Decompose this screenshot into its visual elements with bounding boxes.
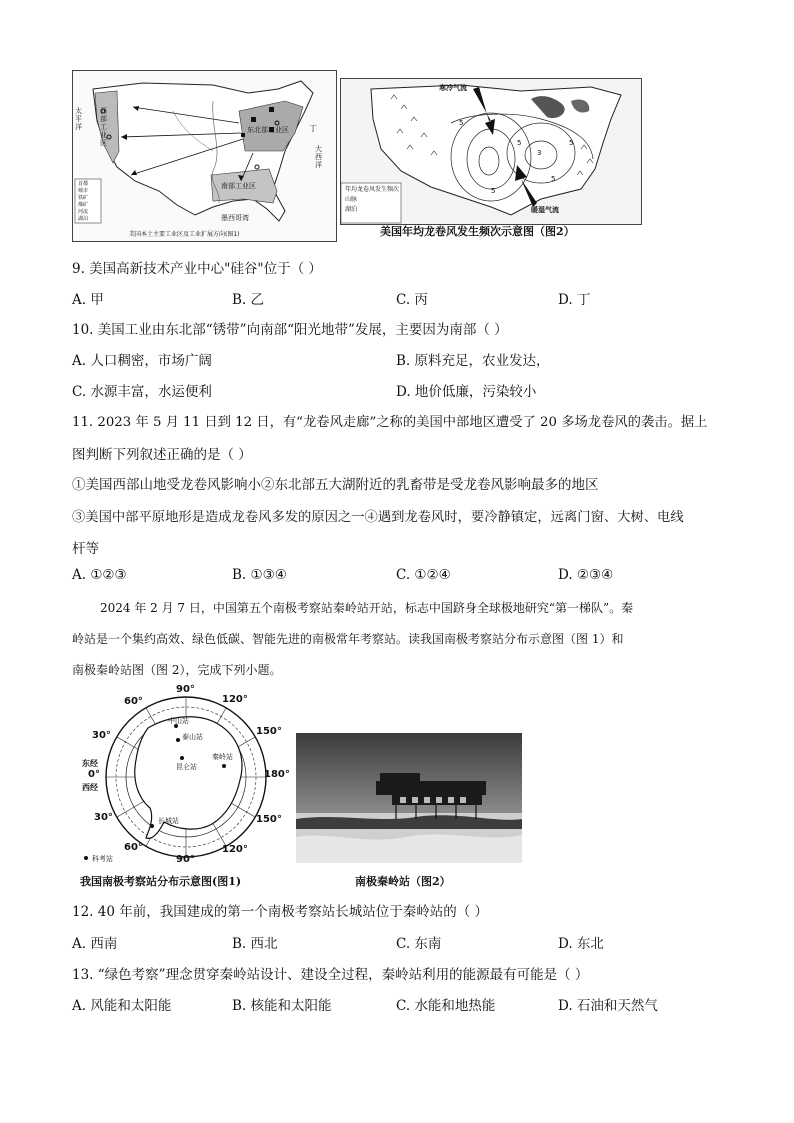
contour-label: 5 bbox=[459, 119, 464, 127]
q9-option-a[interactable]: A. 甲 bbox=[72, 292, 104, 308]
lon-label: 150° bbox=[256, 726, 282, 737]
legend-tornado-freq: 年均龙卷风发生频次 bbox=[345, 186, 400, 193]
warm-air-label: 暖湿气流 bbox=[531, 206, 559, 214]
q11-option-a[interactable]: A. ①②③ bbox=[72, 567, 127, 583]
lon-label: 180° bbox=[264, 769, 290, 780]
q11-stem-line2: 图判断下列叙述正确的是（ ） bbox=[72, 447, 252, 463]
q13-option-d[interactable]: D. 石油和天然气 bbox=[558, 998, 658, 1014]
q9-option-c[interactable]: C. 丙 bbox=[396, 292, 428, 308]
lon-label: 30° bbox=[94, 812, 113, 823]
usa-map-caption: 美国本土主要工业区及工业扩展方向(图1) bbox=[129, 231, 240, 238]
passage-line1: 2024 年 2 月 7 日，中国第五个南极考察站秦岭站开站，标志中国跻身全球极地研究“第一梯队”。秦 bbox=[100, 601, 634, 615]
lon-label: 60° bbox=[124, 842, 143, 853]
q10-option-a[interactable]: A. 人口稠密，市场广阔 bbox=[72, 353, 212, 369]
q11-statement-3-4-cont: 杆等 bbox=[72, 541, 99, 557]
lon-label: 90° bbox=[176, 684, 195, 695]
lon-label: 东经 bbox=[82, 759, 98, 768]
q9-stem: 9. 美国高新技术产业中心"硅谷"位于（ ） bbox=[72, 261, 322, 277]
legend-mountain: 山脉 bbox=[345, 196, 358, 203]
lon-label: 150° bbox=[256, 814, 282, 825]
qinling-photo-caption: 南极秦岭站（图2） bbox=[355, 875, 451, 888]
ding-label: 丁 bbox=[309, 124, 317, 133]
legend-river: 河流 bbox=[78, 209, 89, 215]
legend-iron: 铁矿 bbox=[78, 195, 89, 201]
tornado-map-caption: 美国年均龙卷风发生频次示意图（图2） bbox=[380, 225, 575, 238]
q11-option-d[interactable]: D. ②③④ bbox=[558, 567, 614, 583]
atlantic-label: 大西洋 bbox=[315, 145, 322, 169]
q13-stem: 13. “绿色考察”理念贯穿秦岭站设计、建设全过程，秦岭站利用的能源最有可能是（ ） bbox=[72, 967, 589, 983]
q13-option-c[interactable]: C. 水能和地热能 bbox=[396, 998, 496, 1014]
station-legend: 科考站 bbox=[92, 855, 113, 863]
legend-city: 城市 bbox=[78, 188, 89, 194]
legend-capital: 首都 bbox=[78, 181, 89, 187]
legend-coal: 煤矿 bbox=[78, 202, 89, 208]
q11-statement-1-2: ①美国西部山地受龙卷风影响小②东北部五大湖附近的乳畜带是受龙卷风影响最多的地区 bbox=[72, 477, 599, 493]
pacific-label: 太平洋 bbox=[75, 107, 82, 131]
tornado-legend bbox=[345, 185, 399, 215]
lon-label: 0° bbox=[88, 769, 100, 780]
q13-option-a[interactable]: A. 风能和太阳能 bbox=[72, 998, 172, 1014]
q12-option-c[interactable]: C. 东南 bbox=[396, 936, 442, 952]
q10-option-b[interactable]: B. 原料充足，农业发达， bbox=[396, 353, 550, 369]
q12-option-d[interactable]: D. 东北 bbox=[558, 936, 604, 952]
q11-option-b[interactable]: B. ①③④ bbox=[232, 567, 287, 583]
lon-label: 90° bbox=[176, 854, 195, 865]
antarctica-map-caption: 我国南极考察站分布示意图(图1) bbox=[80, 875, 242, 888]
cold-air-label: 寒冷气流 bbox=[439, 84, 467, 92]
antarctica-map bbox=[78, 684, 292, 866]
q9-option-b[interactable]: B. 乙 bbox=[232, 292, 265, 308]
legend-lake: 湖泊 bbox=[345, 206, 358, 213]
q13-option-b[interactable]: B. 核能和太阳能 bbox=[232, 998, 332, 1014]
lon-label: 120° bbox=[222, 844, 248, 855]
contour-label: 5 bbox=[517, 139, 522, 147]
contour-label: 5 bbox=[551, 175, 556, 183]
q11-stem-line1: 11. 2023 年 5 月 11 日到 12 日，有“龙卷风走廊”之称的美国中部地区遭受了 20 多场龙卷风的袭击。据上 bbox=[72, 415, 708, 430]
contour-label: 5 bbox=[491, 187, 496, 195]
south-region-label: 南部工业区 bbox=[221, 182, 256, 190]
station-zhongshan: 中山站 bbox=[168, 717, 189, 725]
lon-label: 120° bbox=[222, 694, 248, 705]
q12-option-a[interactable]: A. 西南 bbox=[72, 936, 118, 952]
passage-line3: 南极秦岭站图（图 2），完成下列小题。 bbox=[72, 663, 282, 677]
q11-option-c[interactable]: C. ①②④ bbox=[396, 567, 451, 583]
q10-option-c[interactable]: C. 水源丰富，水运便利 bbox=[72, 384, 212, 400]
station-changcheng: 长城站 bbox=[158, 817, 179, 825]
lon-label: 60° bbox=[124, 696, 143, 707]
passage-line2: 岭站是一个集约高效、绿色低碳、智能先进的南极常年考察站。读我国南极考察站分布示意图（图 1）和 bbox=[72, 632, 624, 646]
q12-stem: 12. 40 年前，我国建成的第一个南极考察站长城站位于秦岭站的（ ） bbox=[72, 904, 489, 920]
qinling-photo bbox=[296, 733, 522, 863]
legend-lake: 湖泊 bbox=[78, 216, 89, 222]
q10-stem: 10. 美国工业由东北部“锈带”向南部“阳光地带”发展，主要因为南部（ ） bbox=[72, 322, 508, 338]
gulf-label: 墨西哥湾 bbox=[221, 214, 249, 222]
q10-option-d[interactable]: D. 地价低廉，污染较小 bbox=[396, 384, 537, 400]
usa-map-legend bbox=[78, 181, 88, 223]
west-region-label: 西部工业区 bbox=[100, 107, 107, 147]
q12-option-b[interactable]: B. 西北 bbox=[232, 936, 278, 952]
q11-statement-3-4: ③美国中部平原地形是造成龙卷风多发的原因之一④遇到龙卷风时，要冷静镇定，远离门窗、大树、电线 bbox=[72, 510, 684, 525]
usa-industry-map bbox=[72, 70, 337, 242]
station-kunlun: 昆仑站 bbox=[176, 763, 197, 771]
station-qinling: 秦岭站 bbox=[212, 753, 233, 761]
q9-option-d[interactable]: D. 丁 bbox=[558, 292, 591, 308]
contour-label: 3 bbox=[537, 149, 542, 157]
tornado-map bbox=[340, 78, 642, 225]
contour-label: 5 bbox=[569, 139, 574, 147]
station-taishan: 泰山站 bbox=[182, 733, 203, 741]
lon-label: 西经 bbox=[82, 783, 98, 792]
lon-label: 30° bbox=[92, 730, 111, 741]
northeast-region-label: 东北部工业区 bbox=[247, 126, 289, 134]
